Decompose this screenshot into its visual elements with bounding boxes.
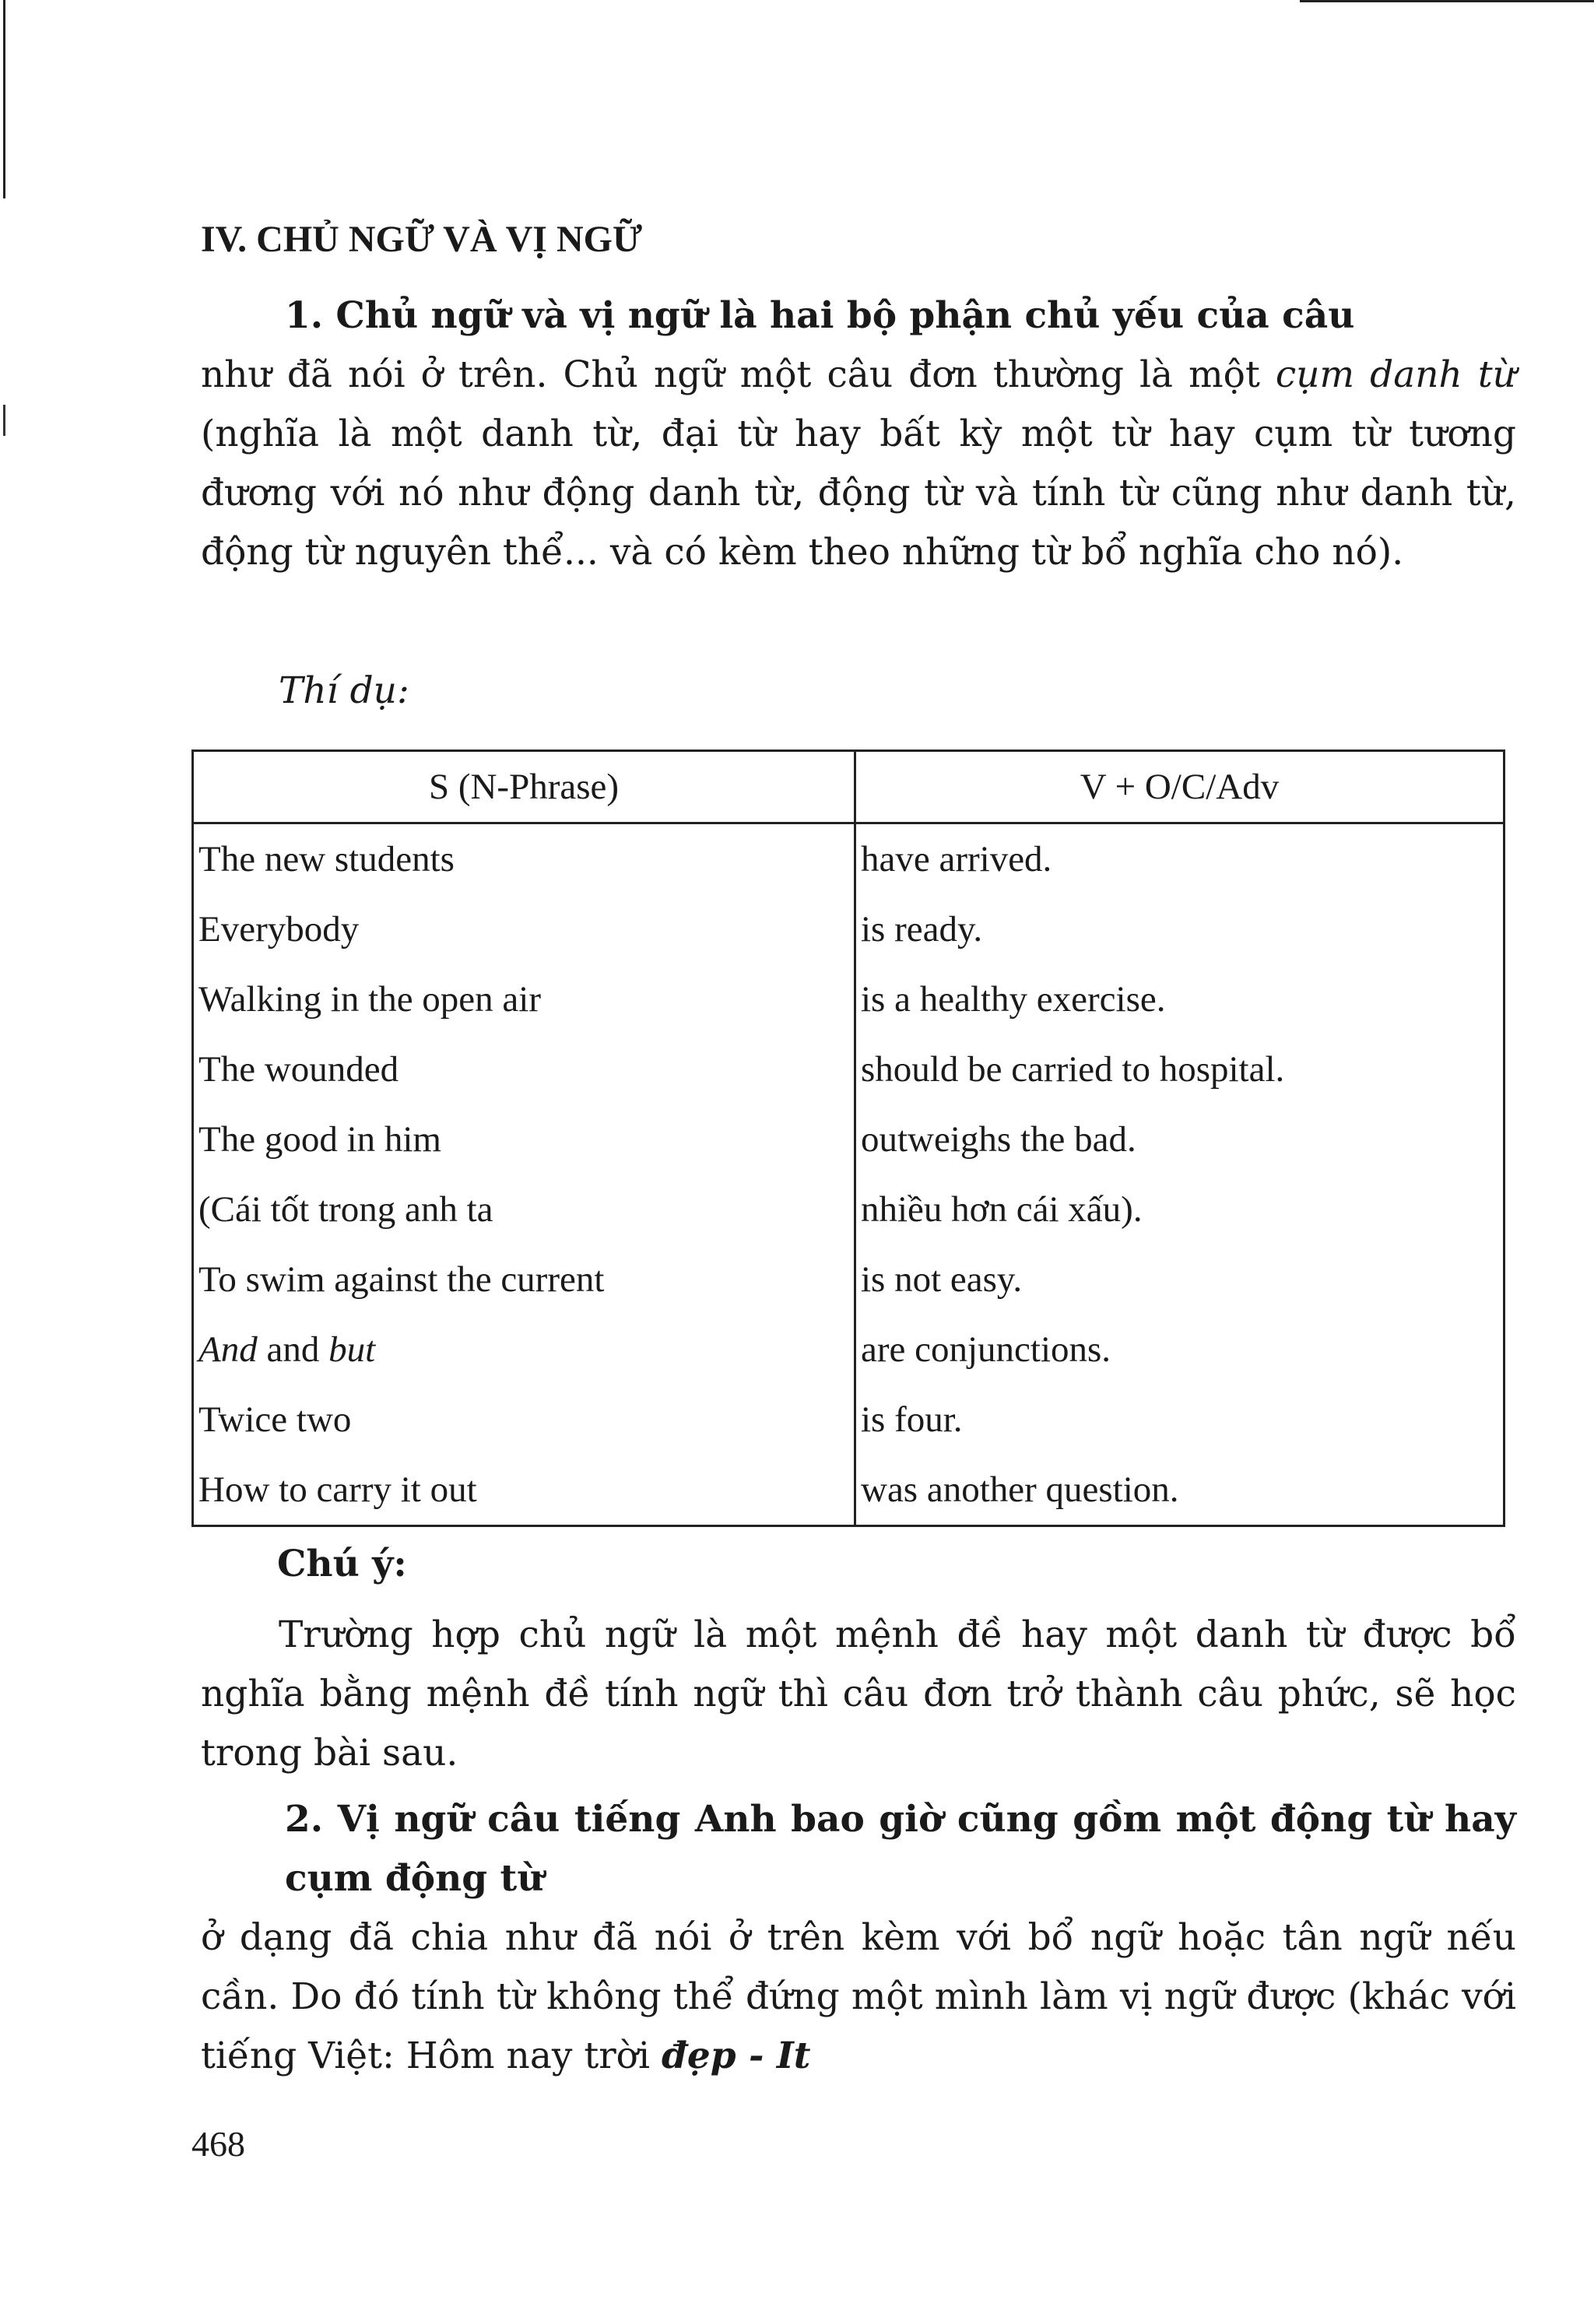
paragraph-text: như đã nói ở trên. Chủ ngữ một câu đơn thường là một [201, 353, 1276, 396]
subject-cell: The wounded [193, 1034, 855, 1104]
table-row [193, 1385, 1504, 1455]
paragraph-subject [201, 286, 1516, 582]
column-header: S (N-Phrase) [193, 751, 855, 823]
note-paragraph [201, 1606, 1516, 1783]
predicate-cell: is not easy. [855, 1244, 1504, 1315]
subject-cell: Walking in the open air [193, 964, 855, 1034]
predicate-cell: are conjunctions. [855, 1315, 1504, 1385]
paragraph-text: (nghĩa là một danh từ, đại từ hay bất kỳ một từ hay cụm từ tương đương với nó như động danh từ, động từ và tính từ cũng như danh từ, động từ nguyên thể... và có kèm theo những từ bổ nghĩa cho nó). [201, 412, 1516, 574]
predicate-cell: have arrived. [855, 823, 1504, 895]
table-row [193, 894, 1504, 964]
predicate-cell: is four. [855, 1385, 1504, 1455]
example-table [191, 750, 1505, 1527]
subject-cell: Everybody [193, 894, 855, 964]
subject-cell: The good in him [193, 1104, 855, 1174]
table-header-row [193, 751, 1504, 823]
subject-cell: The new students [193, 823, 855, 895]
predicate-cell: outweighs the bad. [855, 1104, 1504, 1174]
predicate-cell: is ready. [855, 894, 1504, 964]
paragraph-lead: 2. Vị ngữ câu tiếng Anh bao giờ cũng gồm một động từ hay cụm động từ [285, 1798, 1516, 1900]
note-text: Trường hợp chủ ngữ là một mệnh đề hay một danh từ được bổ nghĩa bằng mệnh đề tính ngữ thì câu đơn trở thành câu phức, sẽ học trong bài sau. [201, 1613, 1516, 1775]
subject-cell [193, 1315, 855, 1385]
column-header: V + O/C/Adv [855, 751, 1504, 823]
subject-text: and [257, 1329, 329, 1370]
predicate-cell: was another question. [855, 1455, 1504, 1526]
example-label: Thí dụ: [279, 669, 409, 712]
table-row [193, 1244, 1504, 1315]
top-rule [1300, 0, 1594, 2]
page-number: 468 [191, 2124, 245, 2164]
subject-cell: To swim against the current [193, 1244, 855, 1315]
subject-italic: but [328, 1329, 376, 1370]
table-row [193, 1455, 1504, 1526]
paragraph-lead: 1. Chủ ngữ và vị ngữ là hai bộ phận chủ yếu của câu [285, 294, 1355, 337]
section-heading: IV. CHỦ NGỮ VÀ VỊ NGỮ [201, 219, 643, 260]
subject-cell: How to carry it out [193, 1455, 855, 1526]
subject-italic: And [198, 1329, 258, 1370]
subject-cell: (Cái tốt trong anh ta [193, 1174, 855, 1244]
scan-edge-mark [3, 0, 5, 198]
scan-edge-mark [3, 405, 5, 436]
note-title: Chú ý: [277, 1543, 407, 1585]
paragraph-italic: đẹp - It [661, 2034, 811, 2077]
table-row [193, 823, 1504, 895]
table-row [193, 964, 1504, 1034]
table-row [193, 1315, 1504, 1385]
table-row [193, 1174, 1504, 1244]
table-row [193, 1034, 1504, 1104]
predicate-cell: should be carried to hospital. [855, 1034, 1504, 1104]
paragraph-italic: cụm danh từ [1275, 353, 1516, 396]
table-row [193, 1104, 1504, 1174]
subject-cell: Twice two [193, 1385, 855, 1455]
paragraph-predicate [201, 1790, 1516, 2086]
paragraph-text: ở dạng đã chia như đã nói ở trên kèm với bổ ngữ hoặc tân ngữ nếu cần. Do đó tính từ không thể đứng một mình làm vị ngữ được (khác với tiếng Việt: Hôm nay trời [201, 1916, 1516, 2077]
predicate-cell: is a healthy exercise. [855, 964, 1504, 1034]
predicate-cell: nhiều hơn cái xấu). [855, 1174, 1504, 1244]
